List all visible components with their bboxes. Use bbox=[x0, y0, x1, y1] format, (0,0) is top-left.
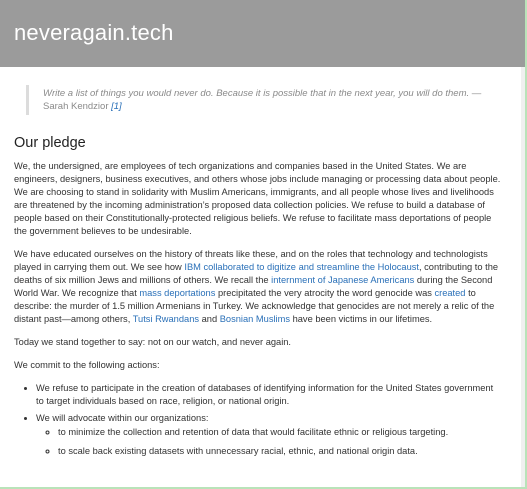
bosnian-muslims-link[interactable]: Bosnian Muslims bbox=[219, 314, 290, 324]
p2-text-2: , contributing to the deaths of six million Jews and millions of others. We recall the bbox=[14, 262, 499, 285]
actions-list bbox=[14, 382, 503, 458]
pledge-paragraph-1: We, the undersigned, are employees of tech organizations and companies based in the United States. We are engineers, designers, business executives, and others whose jobs include managing or processing data about people. We are choosing to stand in solidarity with Muslim Americans, immigrants, and all people whose lives and livelihoods are threatened by the incoming administration’s proposed data collection policies. We refuse to build a database of people based on their Constitutionally-protected religious beliefs. We refuse to facilitate mass deportations of people the government believes to be undesirable. bbox=[14, 161, 501, 236]
site-title-link[interactable]: neveragain.tech bbox=[14, 19, 174, 45]
main-content bbox=[0, 85, 525, 458]
pledge-paragraph-4: We commit to the following actions: bbox=[14, 360, 160, 370]
pledge-paragraph-2 bbox=[14, 248, 503, 326]
action-item-text: We will advocate within our organizations: bbox=[36, 413, 209, 423]
quote-text: Write a list of things you would never do. Because it is possible that in the next year, you will do them. bbox=[43, 88, 470, 99]
p2-text-7: have been victims in our lifetimes. bbox=[290, 314, 433, 324]
mass-deportations-link[interactable]: mass deportations bbox=[139, 288, 216, 298]
tutsi-rwandans-link[interactable]: Tutsi Rwandans bbox=[132, 314, 200, 324]
p2-text-4: precipitated the very atrocity the word genocide was bbox=[215, 288, 435, 298]
sub-action-item: ◦ to scale back existing datasets with unnecessary racial, ethnic, and national origin data. bbox=[58, 445, 503, 458]
p2-text-3: during the Second World War. We recognize that bbox=[14, 275, 493, 298]
page-heading: Our pledge bbox=[14, 135, 86, 151]
page-scrollbar[interactable] bbox=[521, 67, 525, 487]
pledge-paragraph-3: Today we stand together to say: not on our watch, and never again. bbox=[14, 337, 292, 347]
footnote-link[interactable]: [1] bbox=[111, 101, 122, 112]
quote-attribution: —Sarah Kendzior bbox=[43, 88, 482, 112]
ibm-holocaust-link[interactable]: IBM collaborated to digitize and streamline the Holocaust bbox=[184, 262, 419, 272]
genocide-created-link[interactable]: created bbox=[434, 288, 466, 298]
sub-action-item: ◦ to minimize the collection and retention of data that would facilitate ethnic or religious targeting. bbox=[58, 426, 503, 439]
site-header bbox=[0, 0, 525, 67]
action-item bbox=[36, 412, 503, 458]
internment-link[interactable]: internment of Japanese Americans bbox=[271, 275, 415, 285]
p2-text-6: and bbox=[199, 314, 220, 324]
p2-text-5: to describe: the murder of 1.5 million Armenians in Turkey. We acknowledge that genocides are not merely a relic of the distant past—among others, bbox=[14, 288, 495, 324]
sub-actions-list bbox=[36, 426, 503, 458]
epigraph-quote bbox=[26, 85, 503, 115]
p2-text-1: We have educated ourselves on the history of threats like these, and on the roles that technology and technologists played in carrying them out. We see how bbox=[14, 249, 488, 272]
action-item: • We refuse to participate in the creation of databases of identifying information for the United States government to target individuals based on race, religion, or national origin. bbox=[36, 382, 503, 408]
